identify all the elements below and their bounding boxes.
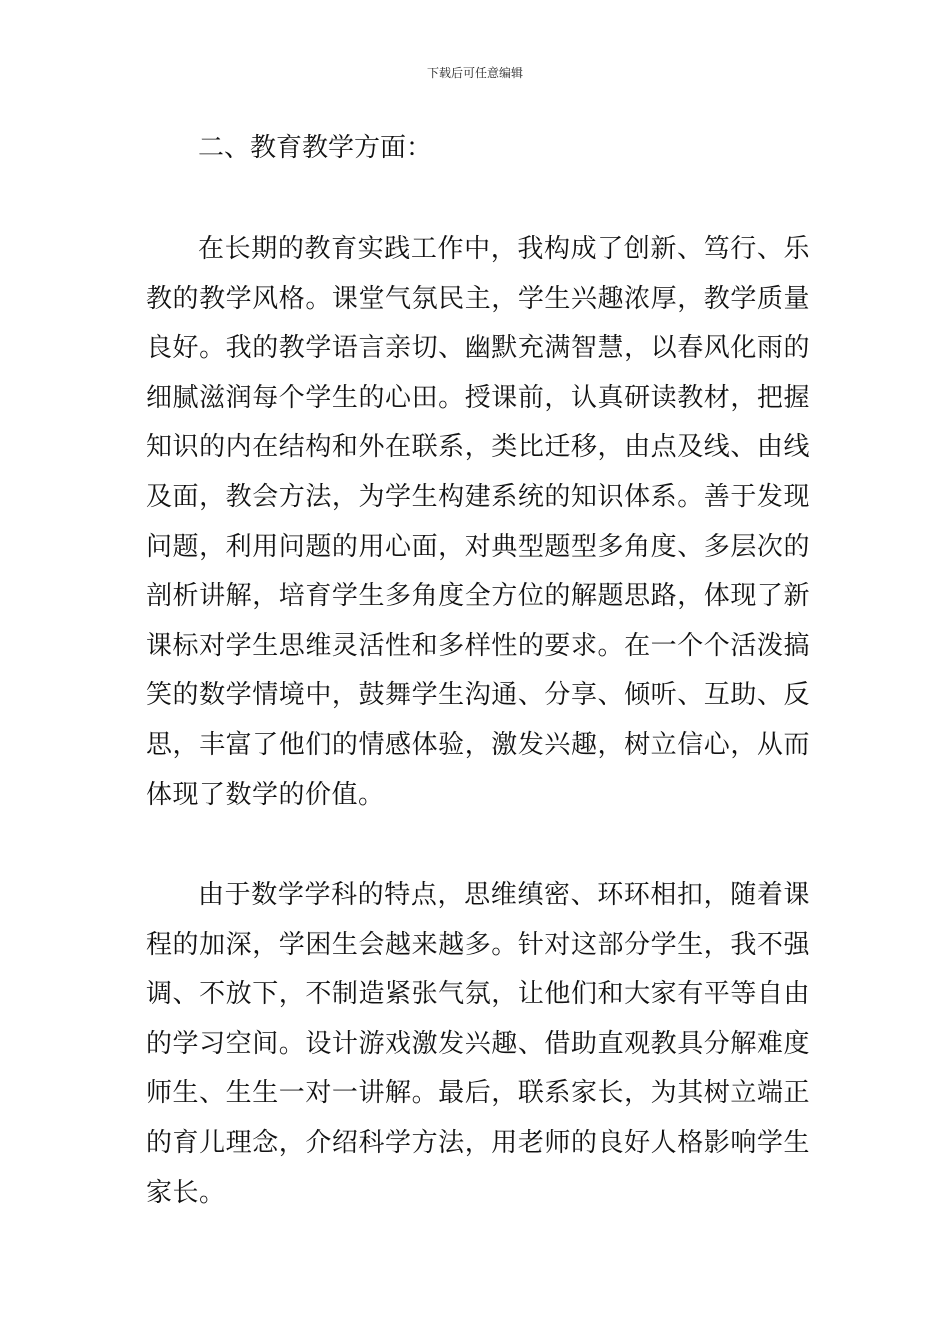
- page-header-note: 下载后可任意编辑: [426, 66, 523, 80]
- section-heading: 二、教育教学方面：: [198, 133, 433, 163]
- body-paragraph-1: 在长期的教育实践工作中，我构成了创新、笃行、乐教的教学风格。课堂气氛民主，学生兴趣浓厚，教学质量良好。我的教学语言亲切、幽默充满智慧，以春风化雨的细腻滋润每个学生的心田。授课前，认真研读教材，把握知识的内在结构和外在联系，类比迁移，由点及线、由线及面，教会方法，为学生构建系统的知识体系。善于发现问题，利用问题的用心面，对典型题型多角度、多层次的剖析讲解，培育学生多角度全方位的解题思路，体现了新课标对学生思维灵活性和多样性的要求。在一个个活泼搞笑的数学情境中，鼓舞学生沟通、分享、倾听、互助、反思，丰富了他们的情感体验，激发兴趣，树立信心，从而体现了数学的价值。: [146, 234, 810, 810]
- body-paragraph-2: 由于数学学科的特点，思维缜密、环环相扣，随着课程的加深，学困生会越来越多。针对这部分学生，我不强调、不放下，不制造紧张气氛，让他们和大家有平等自由的学习空间。设计游戏激发兴趣、借助直观教具分解难度师生、生生一对一讲解。最后，联系家长，为其树立端正的育儿理念，介绍科学方法，用老师的良好人格影响学生家长。: [146, 880, 810, 1208]
